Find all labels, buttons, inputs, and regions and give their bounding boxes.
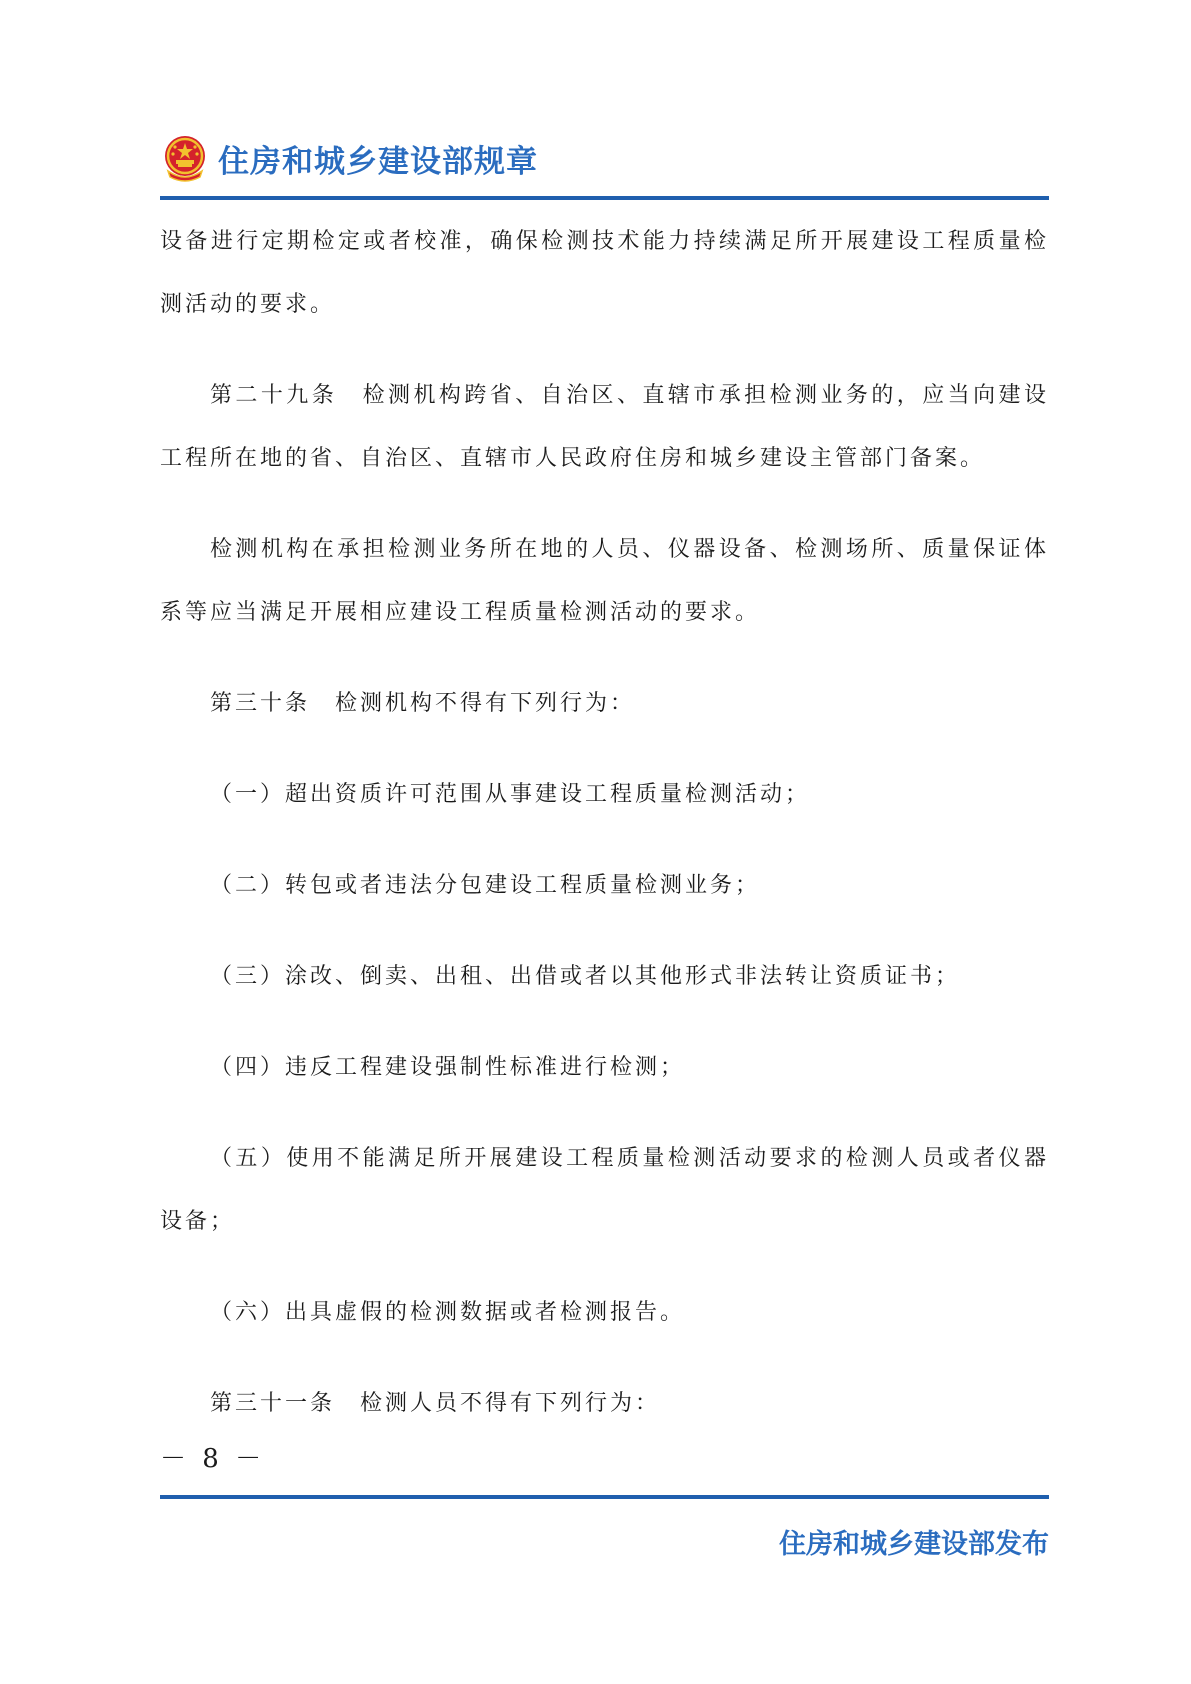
- paragraph-gap: [160, 644, 1049, 672]
- paragraph: （四）违反工程建设强制性标准进行检测；: [210, 1055, 686, 1080]
- paragraph-gap: [160, 490, 1049, 518]
- document-body: [160, 210, 1049, 1435]
- paragraph-gap: [160, 1344, 1049, 1372]
- paragraph-gap: [160, 917, 1049, 945]
- paragraph: （五）使用不能满足所开展建设工程质量检测活动要求的检测人员或者仪器设备；: [160, 1146, 1049, 1234]
- paragraph: 第三十一条 检测人员不得有下列行为：: [210, 1391, 661, 1416]
- paragraph: （六）出具虚假的检测数据或者检测报告。: [210, 1300, 686, 1325]
- paragraph-gap: [160, 826, 1049, 854]
- paragraph-gap: [160, 1099, 1049, 1127]
- header-title: 住房和城乡建设部规章: [218, 143, 538, 180]
- paragraph-gap: [160, 735, 1049, 763]
- paragraph-gap: [160, 1253, 1049, 1281]
- national-emblem-icon: [160, 133, 210, 183]
- footer-publisher: 住房和城乡建设部发布: [779, 1529, 1049, 1560]
- paragraph: 第二十九条 检测机构跨省、自治区、直辖市承担检测业务的，应当向建设工程所在地的省、自治区、直辖市人民政府住房和城乡建设主管部门备案。: [160, 383, 1049, 471]
- paragraph: （三）涂改、倒卖、出租、出借或者以其他形式非法转让资质证书；: [210, 964, 961, 989]
- paragraph: （二）转包或者违法分包建设工程质量检测业务；: [210, 873, 761, 898]
- page-number: － 8 －: [160, 1444, 266, 1474]
- header-divider: [160, 196, 1049, 200]
- paragraph-gap: [160, 336, 1049, 364]
- paragraph: 检测机构在承担检测业务所在地的人员、仪器设备、检测场所、质量保证体系等应当满足开展相应建设工程质量检测活动的要求。: [160, 537, 1049, 625]
- paragraph: 第三十条 检测机构不得有下列行为：: [210, 691, 636, 716]
- document-header: [160, 128, 538, 188]
- paragraph: 设备进行定期检定或者校准，确保检测技术能力持续满足所开展建设工程质量检测活动的要求。: [160, 229, 1049, 317]
- paragraph: （一）超出资质许可范围从事建设工程质量检测活动；: [210, 782, 811, 807]
- paragraph-gap: [160, 1008, 1049, 1036]
- footer-divider: [160, 1495, 1049, 1499]
